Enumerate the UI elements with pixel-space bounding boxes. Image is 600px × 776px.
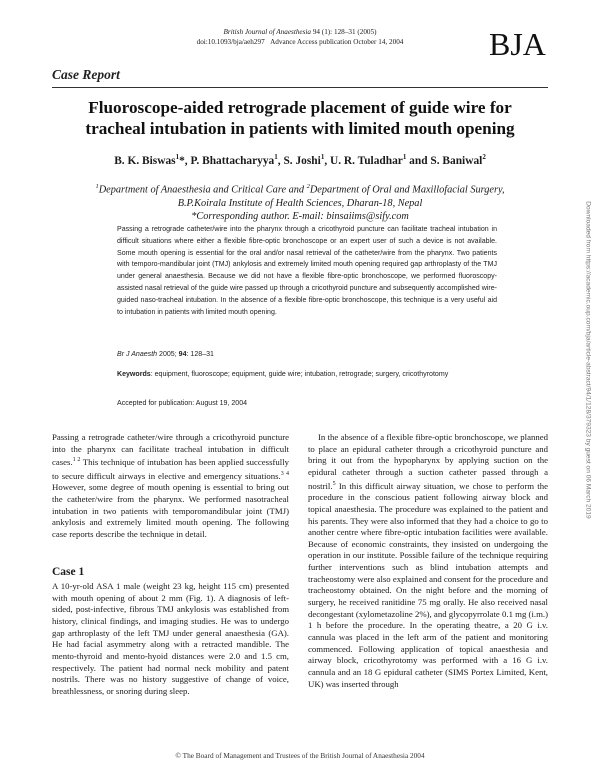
affiliation-sup-2: 2 [306,183,310,190]
case-1-paragraph: A 10-yr-old ASA 1 male (weight 23 kg, height 115 cm) presented with mouth opening of about 2 mm (Fig. 1). A diagnosis of left-sided, post-infective, fibrous TMJ ankylosis was established from history, clinical findings, and imaging studies. He was to undergo gap arthroplasty of the left TMJ under general anaesthesia (GA). He had facial asymmetry along with a retracted mandible. The mento-thyroid and mento-hyoid distances were 2.0 and 1.5 cm, respectively. The patient had normal neck mobility and patent nostrils. There was no history suggestive of change of voice, breathlessness, or snoring during sleep. [52,581,289,696]
affiliation-departments [52,180,548,197]
article-title [52,97,548,139]
title-line-1: Fluoroscope-aided retrograde placement of guide wire for [88,98,512,117]
right-text-2: In this difficult airway situation, we chose to perform the procedure in the conscious patient following airway block and topical anaesthesia. The procedure was explained to the patient and his parents. They were also informed that they had a choice to go to another centre where fibre-optic intubation facilities were available. Because of economic constraints, they insisted on undergoing the operation in our institute. Possible failure of the technique requiring further interventions such as blind intubation attempts and tracheostomy were also explained and consent for the procedure and tracheostomy obtained. On the night before and the morning of surgery, he received ranitidine 75 mg orally. He also received nasal decongestant (xylometazoline 2%), and glycopyrrolate 0.1 mg (i.m.) 1 h before the procedure. In the operating theatre, a 20 G i.v. cannula was placed in the left arm of the patient and monitoring commenced. Following application of topical anaesthesia and airway block, cricothyrotomy was performed with a 16 G i.v. cannula and an 18 G epidural catheter (SIMS Portex Limited, Kent, UK) was inserted through [308,480,548,689]
affiliations [52,180,548,224]
journal-name: British Journal of Anaesthesia [223,28,312,36]
author-separator: and [406,154,431,167]
intro-text-1: Passing a retrograde catheter/wire through a cricothyroid puncture into the pharynx can facilitate tracheal intubation in difficult cases. [52,432,289,468]
author-affiliation-sup: 1 [175,153,180,161]
keywords-label: Keywords [117,371,151,378]
citation-volume: 94 [178,351,187,358]
author-name: S. Baniwal [430,154,483,167]
author-name: P. Bhattacharyya [190,154,275,167]
journal-header [150,27,450,37]
intro-text-2: This technique of intubation has been applied successfully to secure difficult airways in elective and emergency situations. [52,457,290,481]
institute: B.P.Koirala Institute of Health Sciences, Dharan-18, Nepal [177,197,423,209]
right-column [308,432,548,690]
author-name: B. K. Biswas [114,154,176,167]
reference-link-5[interactable]: 5 [332,480,336,487]
doi-header [150,37,450,47]
journal-issue: 94 (1): 128–31 (2005) [312,28,377,36]
citation-journal: Br J Anaesth [117,351,158,358]
department-1: Department of Anaesthesia and Critical Care and [98,184,307,196]
reference-link-3-4[interactable]: 3 4 [280,470,290,477]
advance-access: Advance Access publication October 14, 2004 [270,38,404,46]
author-separator: , [184,154,191,167]
case-1-heading: Case 1 [52,566,85,578]
title-line-2: tracheal intubation in patients with limited mouth opening [85,119,515,138]
doi-link[interactable]: doi:10.1093/bja/aeh297 [196,38,265,46]
accepted-date: Accepted for publication: August 19, 2004 [117,400,248,407]
author-affiliation-sup: 2 [482,153,486,161]
author-list [52,150,548,168]
download-watermark: Downloaded from https://academic.oup.com/bja/article-abstract/94/1/128/379323 by guest on 06 March 2019 [584,201,592,519]
citation [117,349,497,361]
author-separator: , [277,154,284,167]
keywords-text: : equipment, fluoroscope; equipment, guide wire; intubation, retrograde; surgery, cricothyrotomy [150,371,449,378]
corresponding-mark: * [179,154,185,167]
copyright-footer: © The Board of Management and Trustees of the British Journal of Anaesthesia 2004 [175,751,425,760]
author-name: U. R. Tuladhar [330,154,403,167]
affiliation-sup-1: 1 [95,183,99,190]
author-name: S. Joshi [283,154,321,167]
header-divider [52,87,548,88]
corresponding-author[interactable]: *Corresponding author. E-mail: binsaiims@sify.com [191,211,409,223]
citation-year: 2005; [157,351,179,358]
section-label: Case Report [52,67,120,82]
keywords [117,369,497,381]
citation-pages: : 128–31 [186,351,214,358]
author-affiliation-sup: 1 [402,153,407,161]
right-text-1: In the absence of a flexible fibre-optic bronchoscope, we planned to place an epidural catheter through a cricothyroid puncture and bring it out from the hypopharynx by applying suction on the epidural catheter through a suction catheter passed through a nostril. [308,432,548,491]
author-separator: , [324,154,331,167]
department-2: Department of Oral and Maxillofacial Surgery, [309,184,505,196]
reference-link-1-2[interactable]: 1 2 [72,457,81,464]
abstract: Passing a retrograde catheter/wire into the pharynx through a cricothyroid puncture can facilitate tracheal intubation in difficult situations where either a flexible fibre-optic bronchoscope or an expert user of such a device is not available. Some mouth opening is essential for the oral and/or nasal retrieval of the catheter/wire from the pharynx. Two patients with temporo-mandibular joint (TMJ) ankylosis and extremely limited mouth opening required gap arthroplasty of the TMJ under general anaesthesia. Because we did not have a flexible fibre-optic bronchoscope, we performed fluoroscopy-assisted nasal retrieval of the guide wire passed up through a cricothyroid puncture and subsequently accomplished wire-guided naso-tracheal intubation. In the absence of a flexible fibre-optic bronchoscope, this technique is a very useful aid to intubation in patients with limited mouth opening. [117,226,497,316]
intro-paragraph [52,432,289,541]
author-affiliation-sup: 1 [320,153,325,161]
intro-text-3: However, some degree of mouth opening is essential to bring out the catheter/wire from the pharynx. We performed nasotracheal intubation in two patients with temporomandibular joint (TMJ) ankylosis and extremely limited mouth opening. The following case reports describe the technique in detail. [52,482,289,540]
author-affiliation-sup: 1 [274,153,278,161]
bja-logo: BJA [489,26,546,62]
case-1-text [52,581,289,698]
